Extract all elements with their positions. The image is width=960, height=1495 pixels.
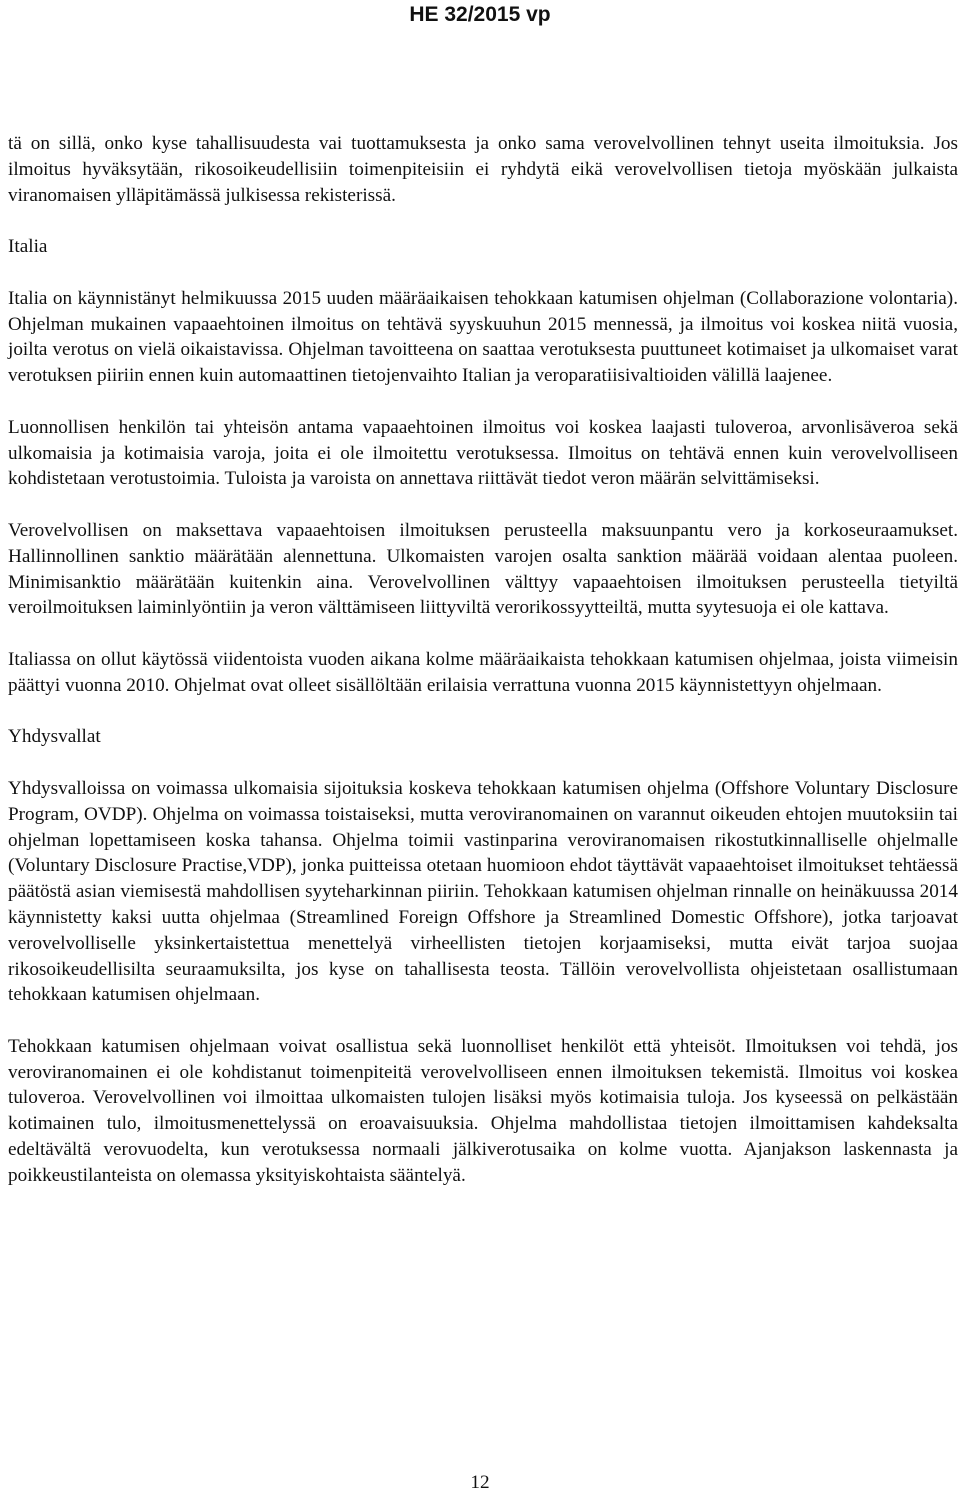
paragraph-usa-ovdp: Yhdysvalloissa on voimassa ulkomaisia sijoituksia koskeva tehokkaan katumisen ohjelma (Offshore Voluntary Disclosure Program, OVDP). Ohjelma on voimassa toistaiseksi, mutta veroviranomainen on varannut oikeuden ehtojen muutoksiin tai ohjelman lopettamiseen koska tahansa. Ohjelma toimii vastinparina veroviranomaisen rikostutkinnalliselle ohjelmalle (Voluntary Disclosure Practise,VDP), jonka puitteissa otetaan huomioon ehdot täyttävät vapaaehtoiset ilmoitukset tehtäessä päätöstä asian viemisestä mahdollisen syyteharkinnan piiriin. Tehokkaan katumisen ohjelman rinnalle on heinäkuussa 2014 käynnistetty kaksi uutta ohjelmaa (Streamlined Foreign Offshore ja Streamlined Domestic Offshore), jotka tarjoavat verovelvolliselle yksinkertaistettua menettelyä virheellisten tietojen korjaamiseksi, mutta eivät tarjoa suojaa rikosoikeudellisilta seuraamuksilta, jos kyse on tahallisesta teosta. Tällöin verovelvollista ohjeistetaan osallistumaan tehokkaan katumisen ohjelmaan. [8, 777, 958, 1006]
paragraph-usa-participation: Tehokkaan katumisen ohjelmaan voivat osallistua sekä luonnolliset henkilöt että yhteisöt. Ilmoituksen voi tehdä, jos veroviranomainen ei ole kohdistanut toimenpiteitä verovelvolliseen ennen ilmoituksen tekemistä. Ilmoitus voi koskea tuloveroa. Verovelvollinen voi ilmoittaa ulkomaisten tulojen lisäksi myös kotimaisia tuloja. Jos kyseessä on pelkästään kotimainen tulo, ilmoitusmenettelyssä on eroavaisuuksia. Ohjelma mahdollistaa tietojen ilmoittamisen kahdeksalta edeltävältä verovuodelta, kun verotuksessa normaali jälkiverotusaika on kolme vuotta. Ajanjakson laskennasta ja poikkeustilanteista on olemassa yksityiskohtaista sääntelyä. [8, 1035, 958, 1186]
document-body [8, 131, 958, 1214]
section-heading-yhdysvallat: Yhdysvallat [8, 726, 101, 748]
document-header: HE 32/2015 vp [409, 3, 551, 26]
paragraph-italia-history: Italiassa on ollut käytössä viidentoista vuoden aikana kolme määräaikaista tehokkaan katumisen ohjelmaa, joista viimeisin päättyi vuonna 2010. Ohjelmat ovat olleet sisällöltään erilaisia verrattuna vuonna 2015 käynnistettyyn ohjelmaan. [8, 648, 958, 696]
paragraph-italia-program: Italia on käynnistänyt helmikuussa 2015 uuden määräaikaisen tehokkaan katumisen ohjelman (Collaborazione volontaria). Ohjelman mukainen vapaaehtoinen ilmoitus on tehtävä syyskuuhun 2015 mennessä, ja ilmoitus voi koskea niitä vuosia, joilta verotus on vielä oikaistavissa. Ohjelman tavoitteena on saattaa verotuksesta puuttuneet kotimaiset ja ulkomaiset varat verotuksen piiriin ennen kuin automaattinen tietojenvaihto Italian ja veroparatiisivaltioiden välillä laajenee. [8, 287, 958, 387]
paragraph-continuation: tä on sillä, onko kyse tahallisuudesta vai tuottamuksesta ja onko sama verovelvollinen tehnyt useita ilmoituksia. Jos ilmoitus hyväksytään, rikosoikeudellisiin toimenpiteisiin ei ryhdytä eikä verovelvollisen tietoja myöskään julkaista viranomaisen ylläpitämässä julkisessa rekisterissä. [8, 133, 958, 206]
paragraph-italia-scope: Luonnollisen henkilön tai yhteisön antama vapaaehtoinen ilmoitus voi koskea laajasti tuloveroa, arvonlisäveroa sekä ulkomaisia ja kotimaisia varoja, joita ei ole ilmoitettu verotuksessa. Ilmoitus on tehtävä ennen kuin verovelvolliseen kohdistetaan verotustoimia. Tuloista ja varoista on annettava riittävät tiedot veron määrän selvittämiseksi. [8, 416, 958, 490]
paragraph-italia-sanctions: Verovelvollisen on maksettava vapaaehtoisen ilmoituksen perusteella maksuunpantu vero ja korkoseuraamukset. Hallinnollinen sanktio määrätään alennettuna. Ulkomaisten varojen osalta sanktion määrää voidaan alentaa puoleen. Minimisanktio määrätään kuitenkin aina. Verovelvollinen välttyy vapaaehtoisen ilmoituksen perusteella tietyiltä veroilmoituksen laiminlyöntiin ja veron välttämiseen liittyviltä verorikossyytteiltä, mutta syytesuoja ei ole kattava. [8, 519, 958, 619]
section-heading-italia: Italia [8, 236, 48, 258]
page-number: 12 [470, 1472, 490, 1493]
